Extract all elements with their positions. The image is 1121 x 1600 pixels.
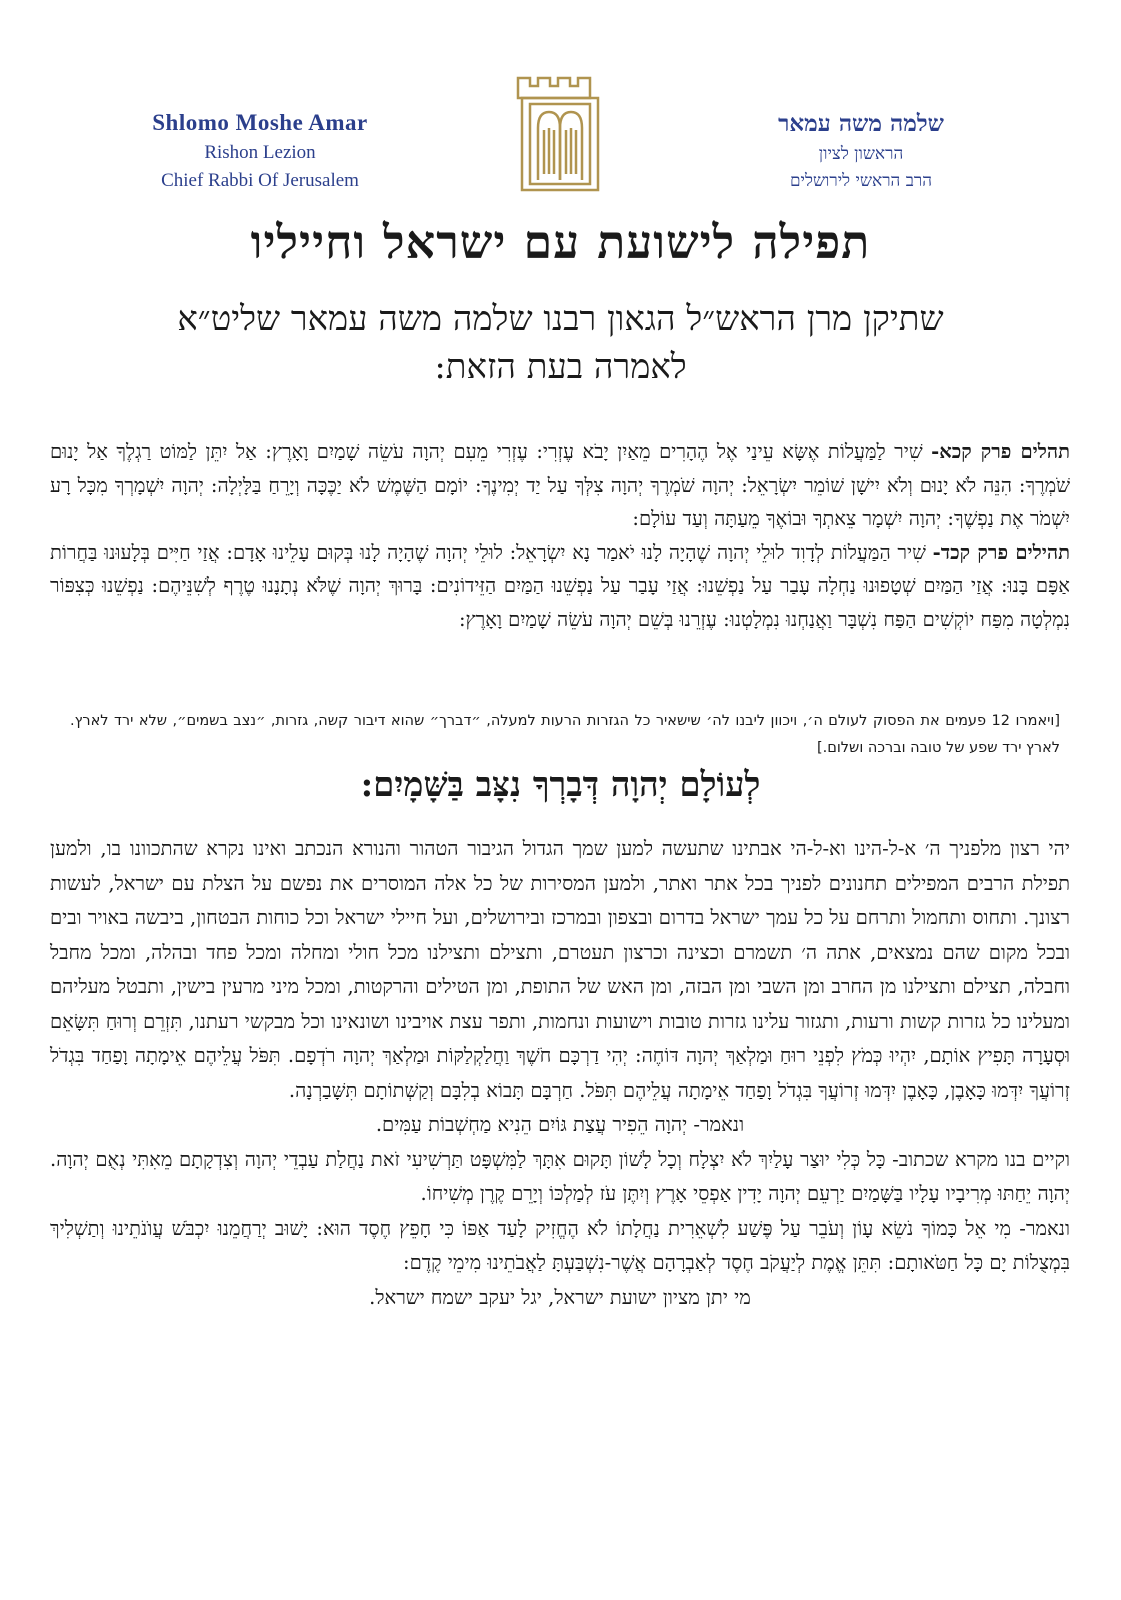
prayer-closing: מי יתן מציון ישועת ישראל, יגל יעקב ישמח ישראל. <box>369 1285 751 1309</box>
psalm-124-text: שִׁיר הַמַּעֲלוֹת לְדָוִד לוּלֵי יְהוָה שֶׁהָיָה לָנוּ יֹאמַר נָא יִשְׂרָאֵל: לוּלֵי יְהוָה שֶׁהָיָה לָנוּ בְּקוּם עָלֵינוּ אָדָם: אֲזַי חַיִּים בְּלָעוּנוּ בַּחֲרוֹת אַפָּם בָּנוּ: אֲזַי הַמַּיִם שְׁטָפוּנוּ נַחְלָה עָבַר עַל נַפְשֵׁנוּ: אֲזַי עָבַר עַל נַפְשֵׁנוּ הַמַּיִם הַזֵּידוֹנִים: בָּרוּךְ יְהוָה שֶׁלֹּא נְתָנָנוּ טֶרֶף לְשִׁנֵּיהֶם: נַפְשֵׁנוּ כְּצִפּוֹר נִמְלְטָה מִפַּח יוֹקְשִׁים הַפַּח נִשְׁבָּר וַאֲנַחְנוּ נִמְלָטְנוּ: עֶזְרֵנוּ בְּשֵׁם יְהוָה עֹשֵׂה שָׁמַיִם וָאָרֶץ: <box>50 540 1070 631</box>
english-title-2: Chief Rabbi Of Jerusalem <box>161 170 359 191</box>
hebrew-title-1: הראשון לציון <box>818 144 904 164</box>
prayer-paragraph-3: וקיים בנו מקרא שכתוב- כָּל כְּלִי יוּצַר עָלַיִךְ לֹא יִצְלָח וְכָל לָשׁוֹן תָּקוּם אִתָּךְ לַמִּשְׁפָּט תַּרְשִׁיעִי זֹאת נַחֲלַת עַבְדֵי יְהוָה וְצִדְקָתָם מֵאִתִּי נְאֻם יְהוָה. יְהוָה יֵחַתּוּ מְרִיבָיו עָלָיו בַּשָּׁמַיִם יַרְעֵם יְהוָה יָדִין אַפְסֵי אָרֶץ וְיִתֶּן עֹז לְמַלְכּוֹ וְיָרֵם קֶרֶן מְשִׁיחוֹ. <box>50 1147 1070 1205</box>
instruction-note: [ויאמרו 12 פעמים את הפסוק לעולם ה׳, ויכוון ליבנו לה׳ שישאיר כל הגזרות הרעות למעלה, ״דברך״ שהוא דיבור קשה, גזרות, ״נצב בשמים״, שלא ירד לארץ. לארץ ירד שפע של טובה וברכה ושלום.] <box>70 713 1060 756</box>
psalm-124-label: תהילים פרק קכד- <box>932 540 1070 564</box>
psalm-121-text: שִׁיר לַמַּעֲלוֹת אֶשָּׂא עֵינַי אֶל הֶהָרִים מֵאַיִן יָבֹא עֶזְרִי: עֶזְרִי מֵעִם יְהוָה עֹשֵׂה שָׁמַיִם וָאָרֶץ: אַל יִתֵּן לַמּוֹט רַגְלֶךָ אַל יָנוּם שֹׁמְרֶךָ: הִנֵּה לֹא יָנוּם וְלֹא יִישָׁן שׁוֹמֵר יִשְׂרָאֵל: יְהוָה שֹׁמְרֶךָ יְהוָה צִלְּךָ עַל יַד יְמִינֶךָ: יוֹמָם הַשֶּׁמֶשׁ לֹא יַכֶּכָּה וְיָרֵחַ בַּלָּיְלָה: יְהוָה יִשְׁמָרְךָ מִכָּל רָע יִשְׁמֹר אֶת נַפְשֶׁךָ: יְהוָה יִשְׁמָר צֵאתְךָ וּבוֹאֶךָ מֵעַתָּה וְעַד עוֹלָם: <box>50 440 1070 530</box>
hebrew-letterhead <box>726 110 996 191</box>
prayer-paragraph-2: ונאמר- יְהוָה הֵפִיר עֲצַת גּוֹיִם הֵנִיא מַחְשְׁבוֹת עַמִּים. <box>375 1113 745 1136</box>
psalms-section <box>50 435 1070 636</box>
english-name: Shlomo Moshe Amar <box>152 110 368 135</box>
prayer-paragraph-1: יהי רצון מלפניך ה׳ א-ל-הינו וא-ל-הי אבתינו שתעשה למען שמך הגדול הגיבור הטהור והנורא הנכתב ואינו נקרא שהתכוונו בו, ולמען תפילת הרבים המפילים תחנונים לפניך בכל אתר ואתר, ולמען המסירות של כל אלה המוסרים את נפשם על הצלת עם ישראל, לעשות רצונך. ותחוס ותחמול ותרחם על כל עמך ישראל בדרום ובצפון ובמרכז ובירושלים, ועל חיילי ישראל וכל כוחות הבטחון, ביבשה באויר ובים ובכל מקום שהם נמצאים, אתה ה׳ תשמרם וכצינה וכרצון תעטרם, ותצילם ותצילנו מכל חולי ומחלה ומכל פחד ובהלה, ומכל מחבל וחבלה, תצילם ותצילנו מן החרב ומן השבי ומן הבזה, ומן האש של התופת, ומן הטילים והרקטות, ומכל מיני מרעין בישין, ותבטל מעליהם ומעלינו כל גזרות קשות ורעות, ותגזור עלינו גזרות טובות וישועות ונחמות, ותפר עצת אויבינו ושונאינו וכל מבקשי רעתנו, תִּזְרֵם וְרוּחַ תִּשָּׂאֵם וּסְעָרָה תָּפִיץ אוֹתָם, יִהְיוּ כְּמֹץ לִפְנֵי רוּחַ וּמַלְאַךְ יְהוָה דּוֹחֶה: יְהִי דַרְכָּם חֹשֶׁךְ וַחֲלַקְלַקּוֹת וּמַלְאַךְ יְהוָה רֹדְפָם. תִּפֹּל עֲלֵיהֶם אֵימָתָה וָפַחַד בִּגְדֹל זְרוֹעֲךָ יִדְּמוּ כָּאָבֶן, כָּאָבֶן יִדְּמוּ זְרוֹעֲךָ בִּגְדֹל וָפַחַד אֵימָתָה עֲלֵיהֶם תִּפֹּל. חַרְבָּם תָּבוֹא בְלִבָּם וְקַשְּׁתוֹתָם תִּשָּׁבַרְנָה. <box>50 837 1070 1102</box>
jerusalem-tower-logo <box>500 70 620 200</box>
featured-verse: לְעוֹלָם יְהוָה דְּבָרְךָ נִצָּב בַּשָּׁמָיִם: <box>360 765 761 805</box>
english-title-1: Rishon Lezion <box>204 142 316 163</box>
hebrew-name: שלמה משה עמאר <box>778 110 944 137</box>
psalm-121-label: תהלים פרק קכא- <box>931 440 1070 463</box>
prayer-title: תפילה לישועת עם ישראל וחייליו <box>250 215 871 269</box>
subtitle-line-1: שתיקן מרן הראש״ל הגאון רבנו שלמה משה עמאר שליט״א <box>177 299 944 339</box>
hebrew-title-2: הרב הראשי לירושלים <box>789 171 933 191</box>
psalm-124 <box>50 536 1070 637</box>
english-letterhead <box>120 110 400 192</box>
prayer-paragraph-4: ונאמר- מִי אֵל כָּמוֹךָ נֹשֵׂא עָוֹן וְעֹבֵר עַל פֶּשַׁע לִשְׁאֵרִית נַחֲלָתוֹ לֹא הֶחֱזִיק לָעַד אַפּוֹ כִּי חָפֵץ חֶסֶד הוּא: יָשׁוּב יְרַחֲמֵנוּ יִכְבֹּשׁ עֲוֺנֹתֵינוּ וְתַשְׁלִיךְ בִּמְצֻלוֹת יָם כָּל חַטֹּאותָם: תִּתֵּן אֱמֶת לְיַעֲקֹב חֶסֶד לְאַבְרָהָם אֲשֶׁר-נִשְׁבַּעְתָּ לַאֲבֹתֵינוּ מִימֵי קֶדֶם: <box>50 1216 1071 1274</box>
subtitle-line-2: לאמרה בעת הזאת: <box>434 347 687 387</box>
psalm-121 <box>50 435 1070 536</box>
prayer-body <box>50 832 1070 1315</box>
letterhead <box>0 60 1121 210</box>
prayer-subtitle <box>0 295 1121 391</box>
